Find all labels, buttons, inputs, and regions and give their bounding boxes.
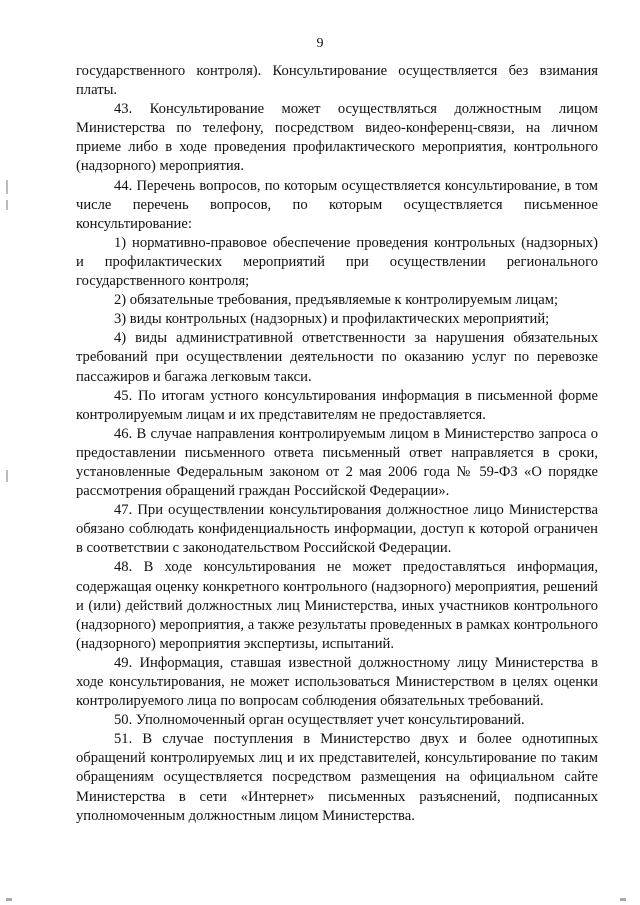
document-body	[76, 62, 598, 826]
paragraph-44: 44. Перечень вопросов, по которым осуществляется консультирование, в том числе перечень вопросов, по которым осуществляется письменное консультирование:	[76, 177, 598, 232]
scan-edge-mark	[6, 180, 8, 194]
paragraph-48: 48. В ходе консультирования не может предоставляться информация, содержащая оценку конкретного контрольного (надзорного) мероприятия, решений и (или) действий должностных лиц Министерства, иных участников контрольного (надзорного) мероприятия, а также результаты проведенных в рамках контрольного (надзорного) мероприятия экспертизы, испытаний.	[76, 559, 598, 652]
paragraph-47: 47. При осуществлении консультирования должностное лицо Министерства обязано соблюдать конфиденциальность информации, доступ к которой ограничен в соответствии с законодательством Российской Федерации.	[76, 502, 598, 557]
paragraph-45: 45. По итогам устного консультирования информация в письменной форме контролируемым лицам и их представителям не предоставляется.	[76, 387, 598, 423]
list-item-3: 3) виды контрольных (надзорных) и профилактических мероприятий;	[114, 311, 550, 328]
paragraph-50: 50. Уполномоченный орган осуществляет учет консультирований.	[114, 712, 525, 729]
paragraph-51: 51. В случае поступления в Министерство двух и более однотипных обращений контролируемых лиц и их представителей, консультирование по таким обращениям осуществляется посредством размещения на официальном сайте Министерства в сети «Интернет» письменных разъяснений, подписанных уполномоченным должностным лицом Министерства.	[76, 731, 598, 824]
list-item-2: 2) обязательные требования, предъявляемые к контролируемым лицам;	[114, 292, 559, 309]
list-item-1: 1) нормативно-правовое обеспечение проведения контрольных (надзорных) и профилактических мероприятий при осуществлении регионального государственного контроля;	[76, 234, 598, 290]
paragraph-continuation: государственного контроля). Консультирование осуществляется без взимания платы.	[76, 63, 598, 99]
page-number: 9	[316, 36, 324, 51]
paragraph-43: 43. Консультирование может осуществляться должностным лицом Министерства по телефону, посредством видео-конференц-связи, на личном приеме либо в ходе проведения профилактического мероприятия, контрольного (надзорного) мероприятия.	[76, 101, 598, 175]
scan-edge-mark	[6, 200, 8, 210]
scan-corner-mark	[6, 898, 12, 901]
list-item-4: 4) виды административной ответственности за нарушения обязательных требований при осуществлении деятельности по оказанию услуг по перевозке пассажиров и багажа легковым такси.	[76, 330, 598, 385]
scan-edge-mark	[6, 470, 8, 482]
paragraph-49: 49. Информация, ставшая известной должностному лицу Министерства в ходе консультирования, не может использоваться Министерством в целях оценки контролируемого лица по вопросам соблюдения обязательных требований.	[76, 654, 598, 710]
paragraph-46: 46. В случае направления контролируемым лицом в Министерство запроса о предоставлении письменного ответа письменный ответ направляется в сроки, установленные Федеральным законом от 2 мая 2006 года № 59-ФЗ «О порядке рассмотрения обращений граждан Российской Федерации».	[76, 425, 598, 500]
scan-corner-mark	[620, 898, 626, 901]
